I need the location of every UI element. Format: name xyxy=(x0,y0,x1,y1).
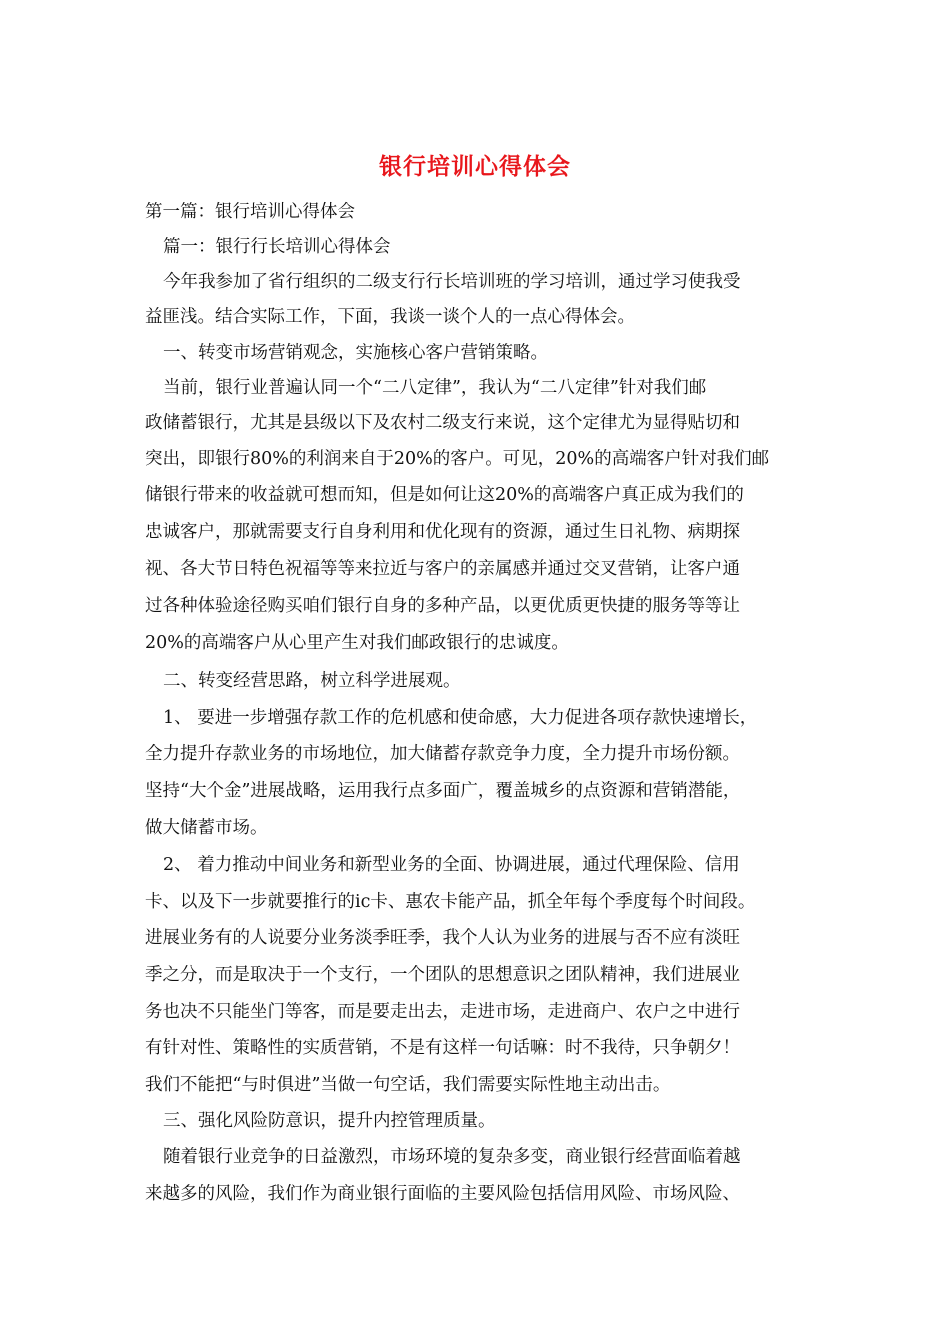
paragraph-line: 视、各大节日特色祝福等等来拉近与客户的亲属感并通过交叉营销，让客户通 xyxy=(145,559,740,579)
paragraph-line: 过各种体验途径购买咱们银行自身的多种产品，以更优质更快捷的服务等等让 xyxy=(145,596,740,616)
paragraph-line: 突出，即银行80%的利润来自于20%的客户。可见，20%的高端客户针对我们邮 xyxy=(145,449,770,469)
paragraph-line: 做大储蓄市场。 xyxy=(145,818,268,838)
paragraph-line: 益匪浅。结合实际工作，下面，我谈一谈个人的一点心得体会。 xyxy=(145,307,635,327)
paragraph-line: 我们不能把“与时俱进”当做一句空话，我们需要实际性地主动出击。 xyxy=(145,1075,671,1095)
paragraph-heading: 三、强化风险防意识，提升内控管理质量。 xyxy=(163,1111,496,1131)
paragraph-line: 务也决不只能坐门等客，而是要走出去，走进市场，走进商户、农户之中进行 xyxy=(145,1002,740,1022)
paragraph-line: 全力提升存款业务的市场地位，加大储蓄存款竞争力度，全力提升市场份额。 xyxy=(145,744,740,764)
paragraph-line: 2、 着力推动中间业务和新型业务的全面、协调进展，通过代理保险、信用 xyxy=(163,855,740,875)
paragraph-line: 储银行带来的收益就可想而知，但是如何让这20%的高端客户真正成为我们的 xyxy=(145,485,744,505)
paragraph-line: 20%的高端客户从心里产生对我们邮政银行的忠诚度。 xyxy=(145,633,569,653)
paragraph-heading: 二、转变经营思路，树立科学进展观。 xyxy=(163,671,461,691)
paragraph-heading: 一、转变市场营销观念，实施核心客户营销策略。 xyxy=(163,343,548,363)
paragraph-line: 有针对性、策略性的实质营销，不是有这样一句话嘛：时不我待，只争朝夕！ xyxy=(145,1038,740,1058)
paragraph-line: 当前，银行业普遍认同一个“二八定律”，我认为“二八定律”针对我们邮 xyxy=(163,378,707,398)
section-heading: 第一篇：银行培训心得体会 xyxy=(145,202,355,222)
paragraph-line: 坚持“大个金”进展战略，运用我行点多面广，覆盖城乡的点资源和营销潜能， xyxy=(145,781,741,801)
paragraph-line: 来越多的风险，我们作为商业银行面临的主要风险包括信用风险、市场风险、 xyxy=(145,1184,740,1204)
subsection-heading: 篇一：银行行长培训心得体会 xyxy=(163,237,391,257)
paragraph-line: 忠诚客户，那就需要支行自身利用和优化现有的资源，通过生日礼物、病期探 xyxy=(145,522,740,542)
paragraph-line: 卡、以及下一步就要推行的ic卡、惠农卡能产品，抓全年每个季度每个时间段。 xyxy=(145,892,756,912)
document-title: 银行培训心得体会 xyxy=(379,153,571,180)
paragraph-line: 进展业务有的人说要分业务淡季旺季，我个人认为业务的进展与否不应有淡旺 xyxy=(145,928,740,948)
paragraph-line: 今年我参加了省行组织的二级支行行长培训班的学习培训，通过学习使我受 xyxy=(163,272,741,292)
paragraph-line: 政储蓄银行，尤其是县级以下及农村二级支行来说，这个定律尤为显得贴切和 xyxy=(145,413,740,433)
paragraph-line: 季之分，而是取决于一个支行，一个团队的思想意识之团队精神，我们进展业 xyxy=(145,965,740,985)
paragraph-line: 1、 要进一步增强存款工作的危机感和使命感，大力促进各项存款快速增长， xyxy=(163,708,758,728)
paragraph-line: 随着银行业竞争的日益激烈，市场环境的复杂多变，商业银行经营面临着越 xyxy=(163,1147,741,1167)
